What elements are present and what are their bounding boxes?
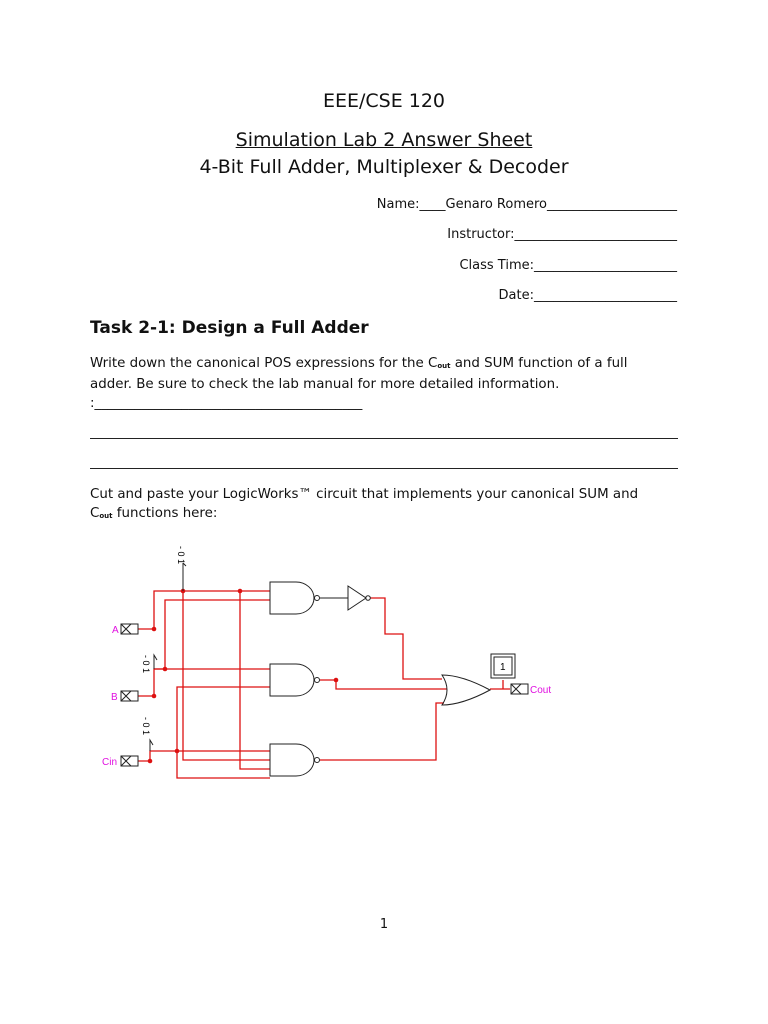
input-b-label: B — [111, 692, 118, 703]
wire-g3-or — [320, 703, 444, 760]
switch-cin — [150, 740, 153, 751]
name-field: Name:____Genaro Romero____________________ — [376, 197, 677, 212]
wire-g2-or — [320, 680, 447, 689]
wire-cin-3 — [177, 751, 270, 778]
switch-a — [183, 563, 186, 591]
answer-line-short: :________________________________________ — [90, 396, 363, 411]
wire-inv-or — [370, 598, 442, 679]
wire-a-down — [240, 591, 270, 769]
sheet-title: Simulation Lab 2 Answer Sheet — [235, 129, 533, 151]
inverter-gate — [348, 586, 366, 610]
input-cin-label: Cin — [102, 757, 118, 768]
cout-subscript: out — [437, 362, 451, 370]
class-time-field: Class Time:______________________ — [459, 258, 677, 273]
input-a-label: A — [112, 625, 119, 636]
and-gate-3 — [270, 744, 314, 776]
wire-cin-2 — [177, 687, 270, 751]
page-number: 1 — [379, 917, 389, 932]
paste-c: C — [90, 506, 100, 521]
switch-label-a: - 0 1 — [176, 546, 186, 565]
wire-a — [138, 591, 270, 629]
cout-subscript-2: out — [99, 512, 113, 520]
switch-b — [154, 655, 157, 669]
paste-line-2: functions here: — [112, 506, 218, 521]
paste-line-1: Cut and paste your LogicWorks™ circuit that implements your canonical SUM and — [90, 487, 639, 502]
course-title: EEE/CSE 120 — [322, 90, 446, 112]
instr-text-b: and SUM function of a full — [450, 356, 628, 371]
instructor-field: Instructor:_________________________ — [447, 227, 677, 242]
wire-b-2 — [154, 600, 270, 669]
task-heading: Task 2-1: Design a Full Adder — [90, 318, 369, 338]
switch-label-b: - 0 1 — [141, 655, 151, 674]
and-gate-1 — [270, 582, 314, 614]
output-cout-label: Cout — [530, 685, 552, 696]
wire-b — [138, 669, 270, 696]
instr-text-a: Write down the canonical POS expressions for the C — [90, 356, 438, 371]
date-field: Date:______________________ — [498, 288, 677, 303]
wire-a-gate3 — [183, 591, 270, 760]
and-gate-2 — [270, 664, 314, 696]
instr-line-2: adder. Be sure to check the lab manual for more detailed information. — [90, 377, 560, 392]
switch-label-cin: - 0 1 — [141, 717, 151, 736]
or-gate — [442, 675, 490, 705]
probe-value: 1 — [500, 662, 506, 673]
sheet-subtitle: 4-Bit Full Adder, Multiplexer & Decoder — [199, 156, 569, 178]
